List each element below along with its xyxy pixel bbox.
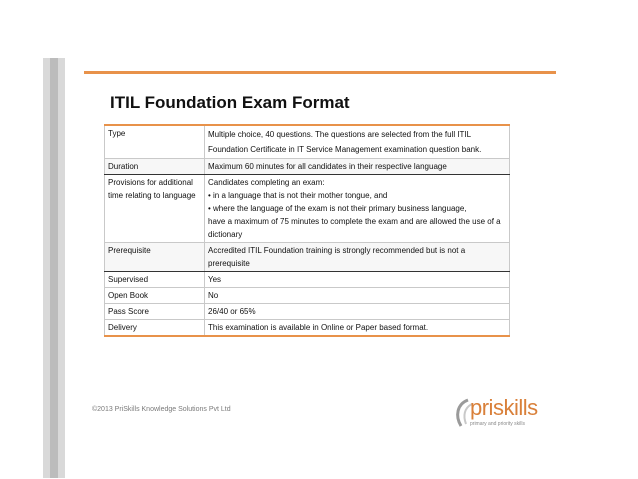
row-label: Open Book (105, 288, 205, 304)
row-label: Supervised (105, 272, 205, 288)
logo-tagline: primary and priority skills (470, 421, 526, 427)
row-label: Provisions for additional time relating to language (105, 175, 205, 243)
provision-line: • where the language of the exam is not their primary business language, (208, 204, 467, 213)
exam-format-table (104, 124, 510, 337)
table-row-supervised (105, 272, 510, 288)
table-row-pass-score (105, 304, 510, 320)
table-row-type (105, 125, 510, 159)
top-accent-rule (84, 71, 556, 74)
copyright-footer: ©2013 PriSkills Knowledge Solutions Pvt Ltd (92, 406, 231, 413)
table-row-provisions (105, 175, 510, 243)
row-label: Prerequisite (105, 243, 205, 272)
table-row-prerequisite (105, 243, 510, 272)
row-value (205, 175, 510, 243)
row-value: Accredited ITIL Foundation training is strongly recommended but is not a prerequisite (205, 243, 510, 272)
row-value: Maximum 60 minutes for all candidates in their respective language (205, 159, 510, 175)
logo-wordmark: priskills (470, 395, 538, 420)
provision-line: have a maximum of 75 minutes to complete the exam and are allowed the use of a dictionary (208, 217, 501, 239)
priskills-logo (452, 396, 544, 434)
row-label: Type (105, 125, 205, 159)
left-decorative-bar-inner (50, 58, 58, 478)
table-row-delivery (105, 320, 510, 337)
slide-title: ITIL Foundation Exam Format (110, 93, 350, 112)
row-value: Yes (205, 272, 510, 288)
row-value: Multiple choice, 40 questions. The questions are selected from the full ITIL Foundation Certificate in IT Service Management examination question bank. (205, 125, 510, 159)
row-value: 26/40 or 65% (205, 304, 510, 320)
row-value: No (205, 288, 510, 304)
table-row-open-book (105, 288, 510, 304)
provision-line: Candidates completing an exam: (208, 178, 325, 187)
table-row-duration (105, 159, 510, 175)
row-label: Duration (105, 159, 205, 175)
row-value: This examination is available in Online or Paper based format. (205, 320, 510, 337)
row-label: Delivery (105, 320, 205, 337)
row-label: Pass Score (105, 304, 205, 320)
provision-line: • in a language that is not their mother tongue, and (208, 191, 388, 200)
